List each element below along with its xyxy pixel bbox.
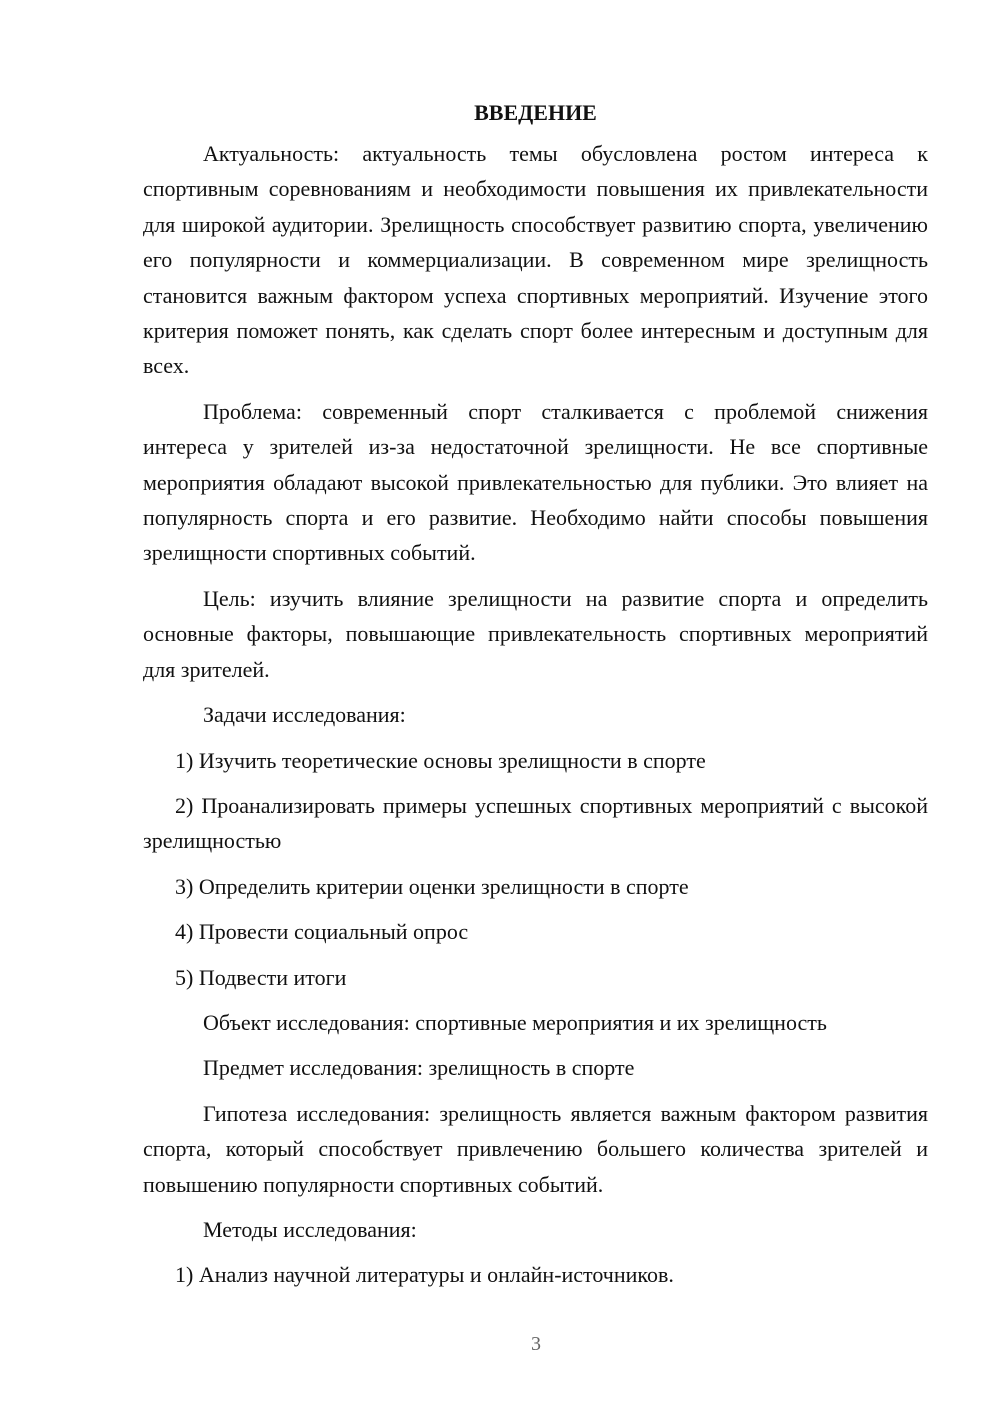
relevance-paragraph: Актуальность: актуальность темы обусловлена ростом интереса к спортивным соревнованиям и необходимости повышения их привлекательности для широкой аудитории. Зрелищность способствует развитию спорта, увеличению его популярности и коммерциализации. В современном мире зрелищность становится важным фактором успеха спортивных мероприятий. Изучение этого критерия поможет понять, как сделать спорт более интересным и доступным для всех. <box>143 141 928 379</box>
task-item: 4) Провести социальный опрос <box>175 919 469 945</box>
problem-paragraph: Проблема: современный спорт сталкивается с проблемой снижения интереса у зрителей из-за недостаточной зрелищности. Не все спортивные мероприятия обладают высокой привлекательностью для публики. Это влияет на популярность спорта и его развитие. Необходимо найти способы повышения зрелищности спортивных событий. <box>143 398 928 566</box>
goal-paragraph: Цель: изучить влияние зрелищности на развитие спорта и определить основные факторы, повышающие привлекательность спортивных мероприятий для зрителей. <box>143 585 928 682</box>
tasks-heading: Задачи исследования: <box>203 702 406 728</box>
task-item: 3) Определить критерии оценки зрелищности в спорте <box>175 873 689 899</box>
task-item: 5) Подвести итоги <box>175 964 347 990</box>
research-subject: Предмет исследования: зрелищность в спорте <box>203 1055 635 1081</box>
page-title: ВВЕДЕНИЕ <box>474 100 597 125</box>
methods-heading: Методы исследования: <box>203 1216 417 1242</box>
document-page <box>143 95 928 1303</box>
research-hypothesis: Гипотеза исследования: зрелищность является важным фактором развития спорта, который способствует привлечению большего количества зрителей и повышению популярности спортивных событий. <box>143 1100 928 1197</box>
research-object: Объект исследования: спортивные мероприятия и их зрелищность <box>203 1009 827 1035</box>
page-number: 3 <box>531 1333 541 1355</box>
method-item: 1) Анализ научной литературы и онлайн-источников. <box>175 1262 674 1288</box>
task-item: 2) Проанализировать примеры успешных спортивных мероприятий с высокой зрелищностью <box>143 792 928 854</box>
task-item: 1) Изучить теоретические основы зрелищности в спорте <box>175 747 706 773</box>
